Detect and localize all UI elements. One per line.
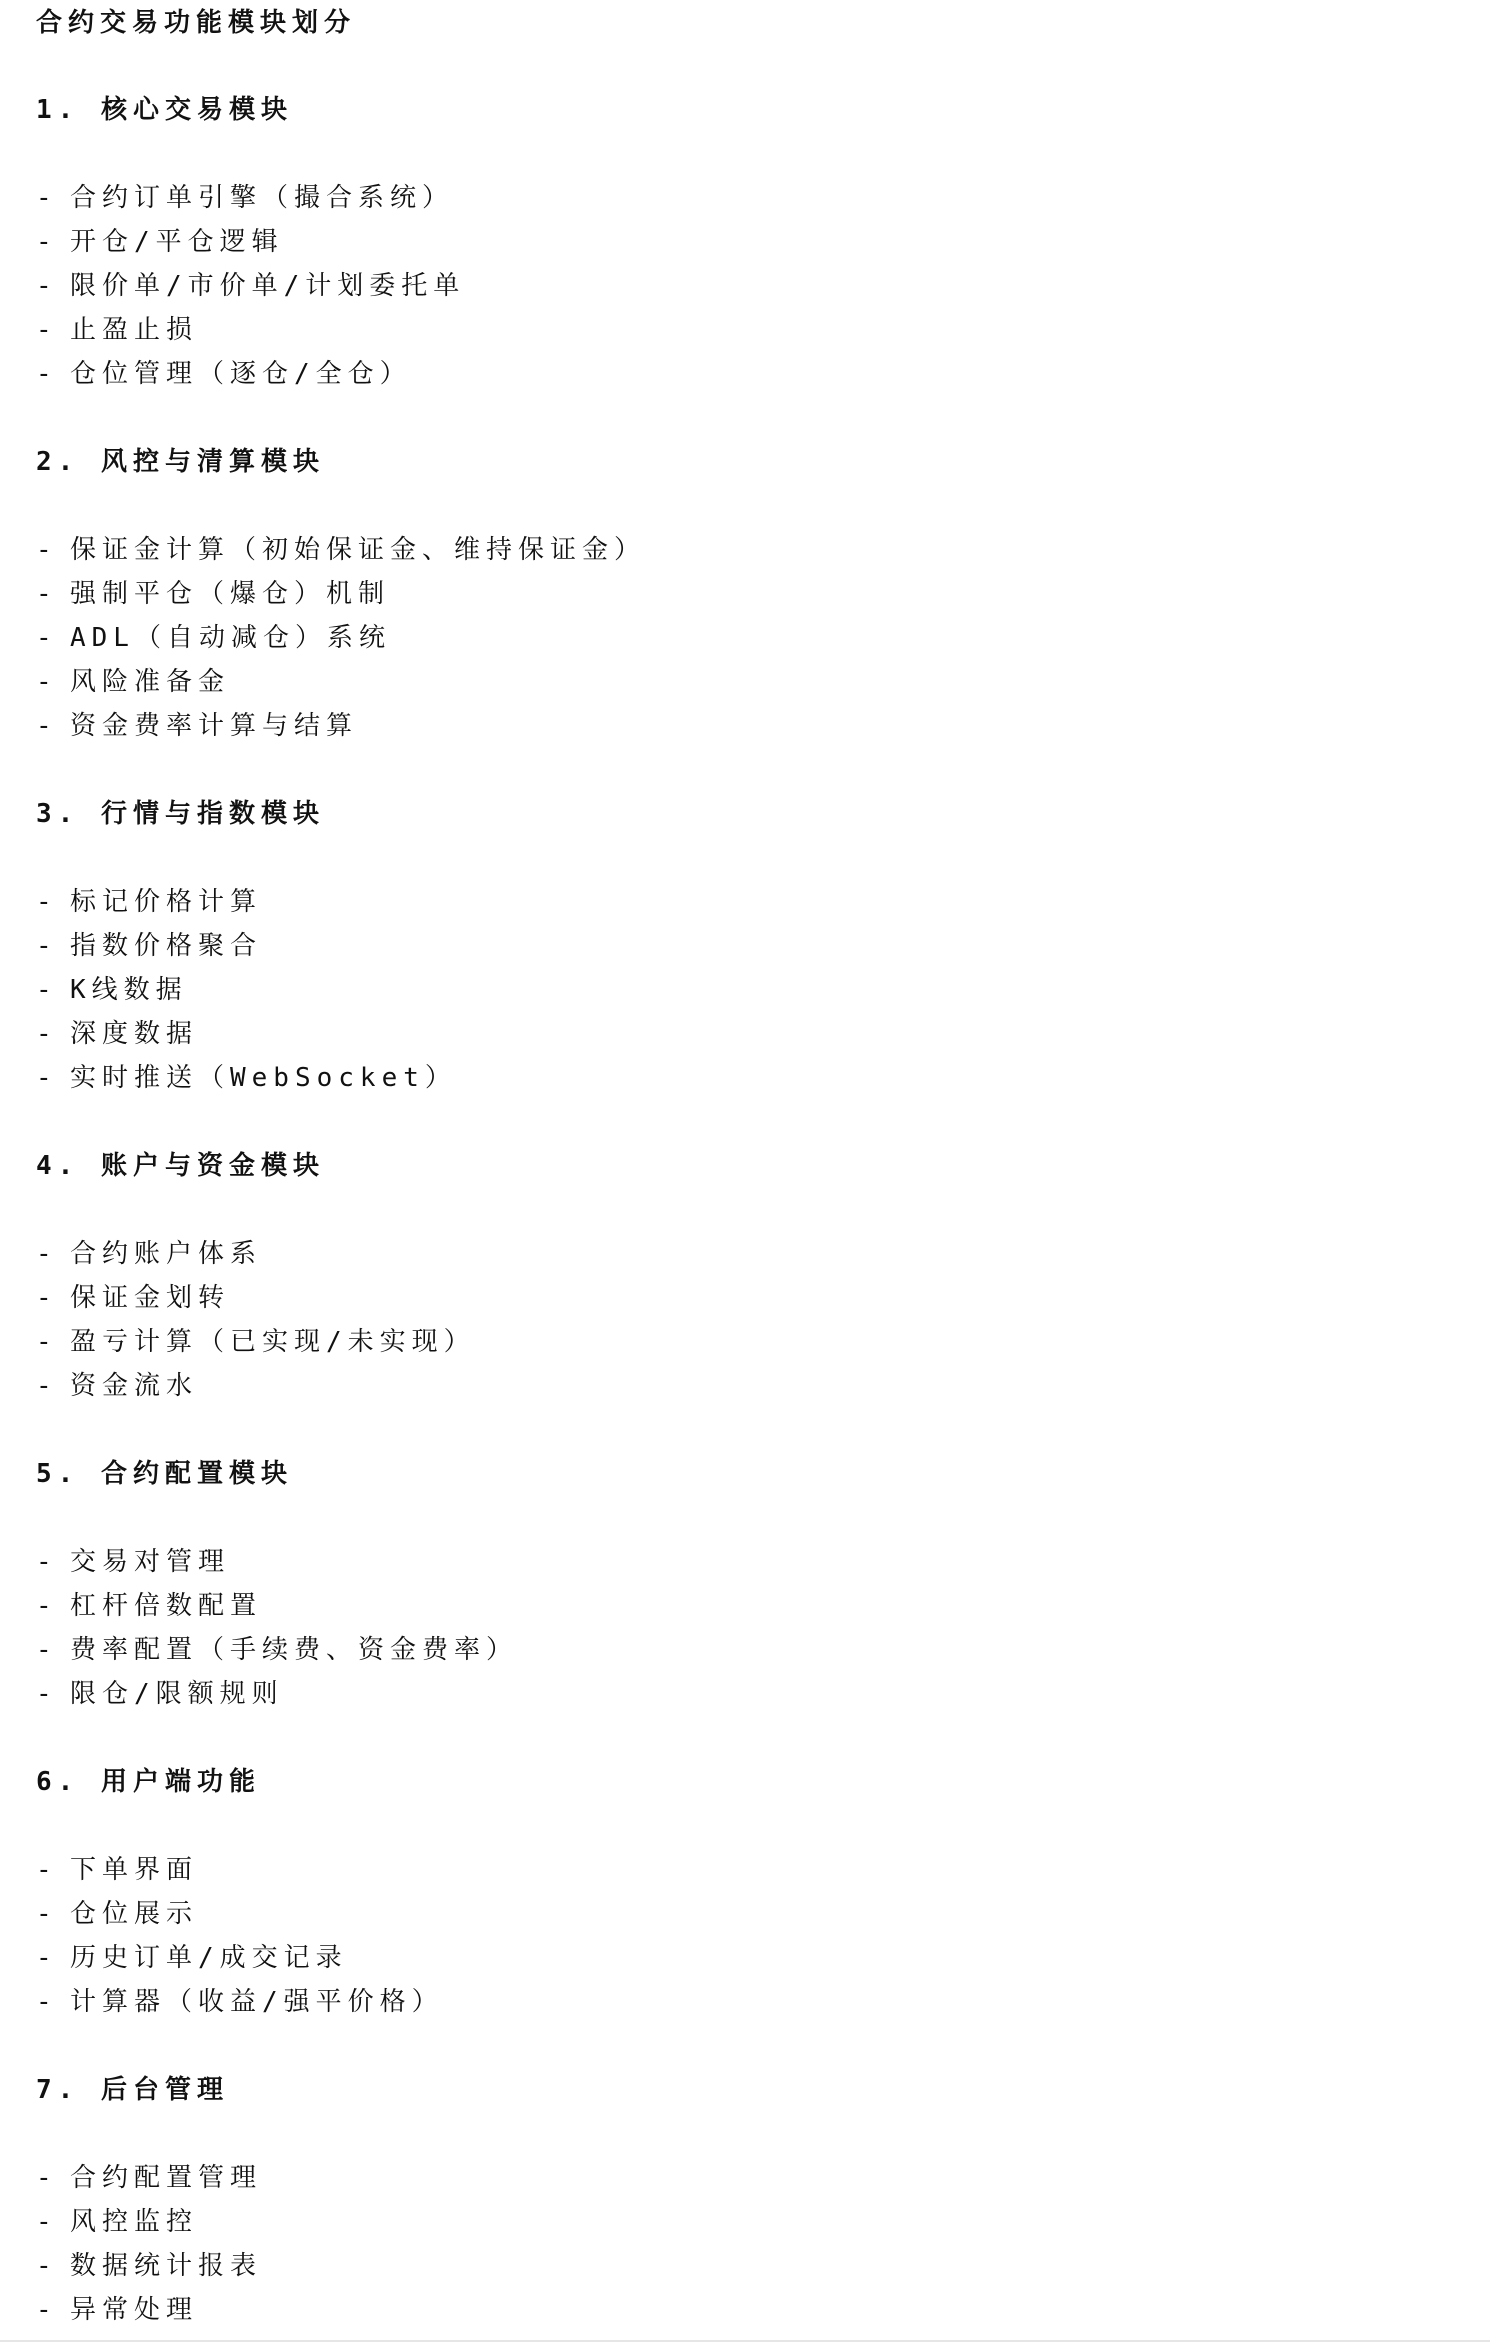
list-item-text: 合约账户体系 (70, 1239, 263, 1269)
section-heading: 1. 核心交易模块 (36, 95, 293, 125)
list-item (36, 1985, 444, 2019)
list-item-text: 历史订单/成交记录 (70, 1943, 348, 1973)
bullet-dash-icon: - (36, 1855, 58, 1885)
list-item (36, 1941, 348, 1975)
bullet-dash-icon: - (36, 1943, 58, 1973)
list-item (36, 269, 465, 303)
bullet-dash-icon: - (36, 2207, 58, 2237)
bullet-dash-icon: - (36, 1547, 58, 1577)
list-item-text: K线数据 (70, 975, 188, 1005)
list-item-text: 实时推送（WebSocket） (70, 1063, 457, 1093)
document-title: 合约交易功能模块划分 (36, 8, 357, 38)
list-item-text: 保证金划转 (70, 1283, 231, 1313)
list-item (36, 2161, 262, 2195)
section-heading: 6. 用户端功能 (36, 1767, 261, 1797)
bullet-dash-icon: - (36, 359, 58, 389)
list-item (36, 1545, 230, 1579)
list-item-text: 风控监控 (70, 2207, 199, 2237)
list-item-text: 指数价格聚合 (70, 931, 263, 961)
bullet-dash-icon: - (36, 1327, 58, 1357)
bullet-dash-icon: - (36, 1987, 58, 2017)
list-item-text: 交易对管理 (70, 1547, 231, 1577)
section-heading: 5. 合约配置模块 (36, 1459, 293, 1489)
list-item-text: 资金费率计算与结算 (70, 711, 359, 741)
list-item-text: 强制平仓（爆仓）机制 (70, 579, 391, 609)
list-item (36, 973, 188, 1007)
bullet-dash-icon: - (36, 1371, 58, 1401)
list-item-text: 盈亏计算（已实现/未实现） (70, 1327, 476, 1357)
section-heading: 3. 行情与指数模块 (36, 799, 325, 829)
list-item-text: 限价单/市价单/计划委托单 (70, 271, 466, 301)
bullet-dash-icon: - (36, 2163, 58, 2193)
list-item (36, 577, 390, 611)
list-item-text: 杠杆倍数配置 (70, 1591, 263, 1621)
bullet-dash-icon: - (36, 975, 58, 1005)
list-item-text: 保证金计算（初始保证金、维持保证金） (70, 535, 647, 565)
section-heading: 4. 账户与资金模块 (36, 1151, 325, 1181)
list-item-text: 合约配置管理 (70, 2163, 263, 2193)
bullet-dash-icon: - (36, 2295, 58, 2325)
list-item-text: 止盈止损 (70, 315, 199, 345)
bullet-dash-icon: - (36, 1283, 58, 1313)
bullet-dash-icon: - (36, 1019, 58, 1049)
list-item (36, 709, 358, 743)
bullet-dash-icon: - (36, 227, 58, 257)
bullet-dash-icon: - (36, 1635, 58, 1665)
list-item (36, 1369, 198, 1403)
bullet-dash-icon: - (36, 711, 58, 741)
list-item (36, 2293, 198, 2327)
list-item-text: 仓位展示 (70, 1899, 199, 1929)
list-item (36, 2249, 262, 2283)
list-item-text: 仓位管理（逐仓/全仓） (70, 359, 412, 389)
list-item-text: 合约订单引擎（撮合系统） (70, 183, 455, 213)
list-item-text: 下单界面 (70, 1855, 199, 1885)
list-item (36, 665, 230, 699)
bullet-dash-icon: - (36, 931, 58, 961)
list-item-text: ADL（自动减仓）系统 (70, 623, 391, 653)
list-item (36, 1237, 262, 1271)
list-item (36, 1853, 198, 1887)
list-item-text: 异常处理 (70, 2295, 199, 2325)
list-item-text: 计算器（收益/强平价格） (70, 1987, 444, 2017)
section-heading: 2. 风控与清算模块 (36, 447, 325, 477)
list-item (36, 1061, 457, 1095)
list-item-text: 标记价格计算 (70, 887, 263, 917)
bullet-dash-icon: - (36, 579, 58, 609)
list-item (36, 621, 391, 655)
list-item (36, 181, 454, 215)
list-item (36, 885, 262, 919)
list-item (36, 2205, 198, 2239)
list-item (36, 929, 262, 963)
list-item (36, 225, 284, 259)
bullet-dash-icon: - (36, 1063, 58, 1093)
bullet-dash-icon: - (36, 183, 58, 213)
list-item (36, 1589, 262, 1623)
list-item (36, 1897, 198, 1931)
bullet-dash-icon: - (36, 887, 58, 917)
bullet-dash-icon: - (36, 315, 58, 345)
bullet-dash-icon: - (36, 271, 58, 301)
list-item (36, 533, 646, 567)
list-item (36, 1677, 284, 1711)
bullet-dash-icon: - (36, 1899, 58, 1929)
list-item (36, 1281, 230, 1315)
list-item-text: 开仓/平仓逻辑 (70, 227, 284, 257)
list-item (36, 357, 412, 391)
bullet-dash-icon: - (36, 623, 58, 653)
section-heading: 7. 后台管理 (36, 2075, 229, 2105)
list-item-text: 费率配置（手续费、资金费率） (70, 1635, 519, 1665)
bullet-dash-icon: - (36, 667, 58, 697)
list-item (36, 1017, 198, 1051)
list-item-text: 数据统计报表 (70, 2251, 263, 2281)
list-item (36, 313, 198, 347)
bullet-dash-icon: - (36, 1239, 58, 1269)
list-item-text: 限仓/限额规则 (70, 1679, 284, 1709)
bullet-dash-icon: - (36, 1679, 58, 1709)
list-item (36, 1325, 476, 1359)
bullet-dash-icon: - (36, 535, 58, 565)
bullet-dash-icon: - (36, 2251, 58, 2281)
list-item-text: 深度数据 (70, 1019, 199, 1049)
bullet-dash-icon: - (36, 1591, 58, 1621)
list-item (36, 1633, 518, 1667)
list-item-text: 资金流水 (70, 1371, 199, 1401)
list-item-text: 风险准备金 (70, 667, 231, 697)
